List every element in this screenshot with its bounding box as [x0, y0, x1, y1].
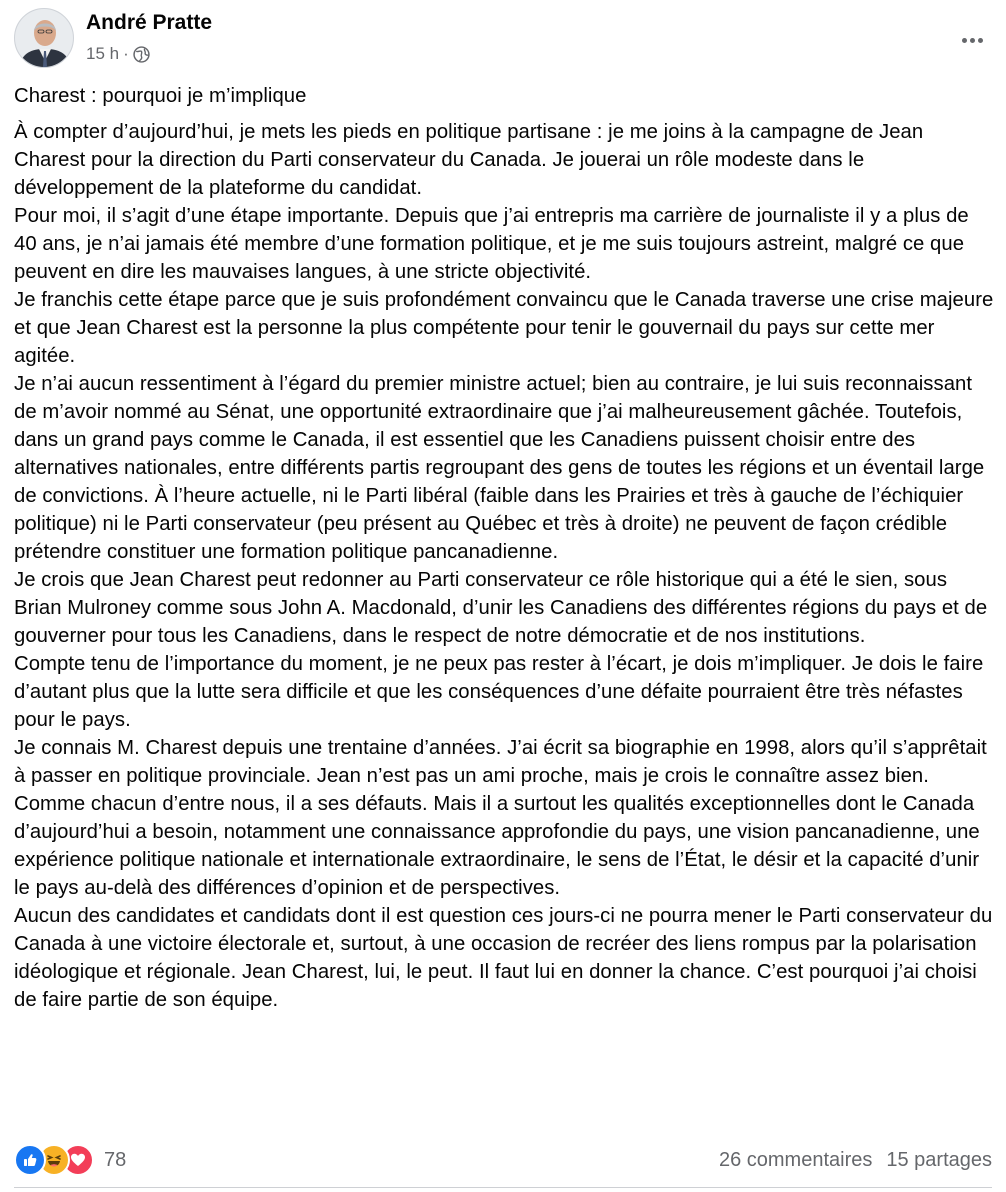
shares-count-link[interactable]: 15 partages: [886, 1148, 992, 1171]
post-time[interactable]: 15 h: [86, 44, 120, 63]
more-options-button[interactable]: [954, 22, 990, 58]
post-paragraph: Pour moi, il s’agit d’une étape importante. Depuis que j’ai entrepris ma carrière de journaliste il y a plus de 40 ans, je n’ai jamais été membre d’une formation politique, et je me suis toujours astreint, malgré ce que peuvent en dire les mauvaises langues, à une stricte objectivité.: [14, 205, 969, 283]
avatar[interactable]: [14, 8, 74, 68]
dot-icon: [978, 38, 983, 43]
post-paragraph: Je franchis cette étape parce que je suis profondément convaincu que le Canada traverse une crise majeure et que Jean Charest est la personne la plus compétente pour tenir le gouvernail du pays sur cette mer agitée.: [14, 289, 994, 367]
post-paragraph: Je n’ai aucun ressentiment à l’égard du premier ministre actuel; bien au contraire, je lui suis reconnaissant de m’avoir nommé au Sénat, une opportunité extraordinaire que j’ai malheureusement gâchée. Toutefois, dans un grand pays comme le Canada, il est essentiel que les Canadiens puissent choisir entre des alternatives nationales, entre différents partis regroupant des gens de toutes les régions et un éventail large de convictions. À l’heure actuelle, ni le Parti libéral (faible dans les Prairies et très à gauche de l’échiquier politique) ni le Parti conservateur (peu présent au Québec et très à droite) ne peuvent de façon crédible prétendre constituer une formation politique pancanadienne.: [14, 373, 985, 563]
post-paragraph: Je connais M. Charest depuis une trentaine d’années. J’ai écrit sa biographie en 1998, alors qu’il s’apprêtait à passer en politique provinciale. Jean n’est pas un ami proche, mais je crois le connaître assez bien. Comme chacun d’entre nous, il a ses défauts. Mais il a surtout les qualités exceptionnelles dont le Canada d’aujourd’hui a besoin, notamment une connaissance approfondie du pays, une vision pancanadienne, une expérience politique nationale et internationale extraordinaire, le sens de l’État, le désir et la capacité d’unir le pays au-delà des différences d’opinion et de perspectives.: [14, 737, 987, 899]
post-text: [14, 82, 994, 1014]
reactions-summary[interactable]: [14, 1144, 126, 1176]
post-paragraph: Compte tenu de l’importance du moment, je ne peux pas rester à l’écart, je dois m’impliquer. Je dois le faire d’autant plus que la lutte sera difficile et que les conséquences d’une défaite pourraient être très néfastes pour le pays.: [14, 653, 984, 731]
post-paragraph: À compter d’aujourd’hui, je mets les pieds en politique partisane : je me joins à la campagne de Jean Charest pour la direction du Parti conservateur du Canada. Je jouerai un rôle modeste dans le développement de la plateforme du candidat.: [14, 121, 924, 199]
footer-divider: [14, 1187, 992, 1188]
post-meta: [86, 44, 150, 64]
post-title: Charest : pourquoi je m’implique: [14, 85, 307, 107]
post-footer: [14, 1142, 992, 1178]
avatar-photo: [15, 9, 74, 68]
reaction-count[interactable]: 78: [104, 1148, 127, 1171]
globe-icon[interactable]: [133, 46, 150, 63]
post-header: [14, 8, 992, 70]
dot-icon: [962, 38, 967, 43]
comments-count-link[interactable]: 26 commentaires: [718, 1148, 873, 1171]
dot-icon: [970, 38, 975, 43]
post-paragraph: Aucun des candidates et candidats dont il est question ces jours-ci ne pourra mener le Parti conservateur du Canada à une victoire électorale et, surtout, à une occasion de recréer des liens rompus par la polarisation idéologique et régionale. Jean Charest, lui, le peut. Il faut lui en donner la chance. C’est pourquoi j’ai choisi de faire partie de son équipe.: [14, 905, 993, 1011]
meta-separator: ·: [123, 44, 129, 63]
like-icon: [14, 1144, 46, 1176]
author-name[interactable]: André Pratte: [86, 11, 213, 34]
post-paragraph: Je crois que Jean Charest peut redonner au Parti conservateur ce rôle historique qui a été le sien, sous Brian Mulroney comme sous John A. Macdonald, d’unir les Canadiens des différentes régions du pays et de gouverner pour tous les Canadiens, dans le respect de notre démocratie et de nos institutions.: [14, 569, 988, 647]
post-stats: [719, 1149, 992, 1172]
